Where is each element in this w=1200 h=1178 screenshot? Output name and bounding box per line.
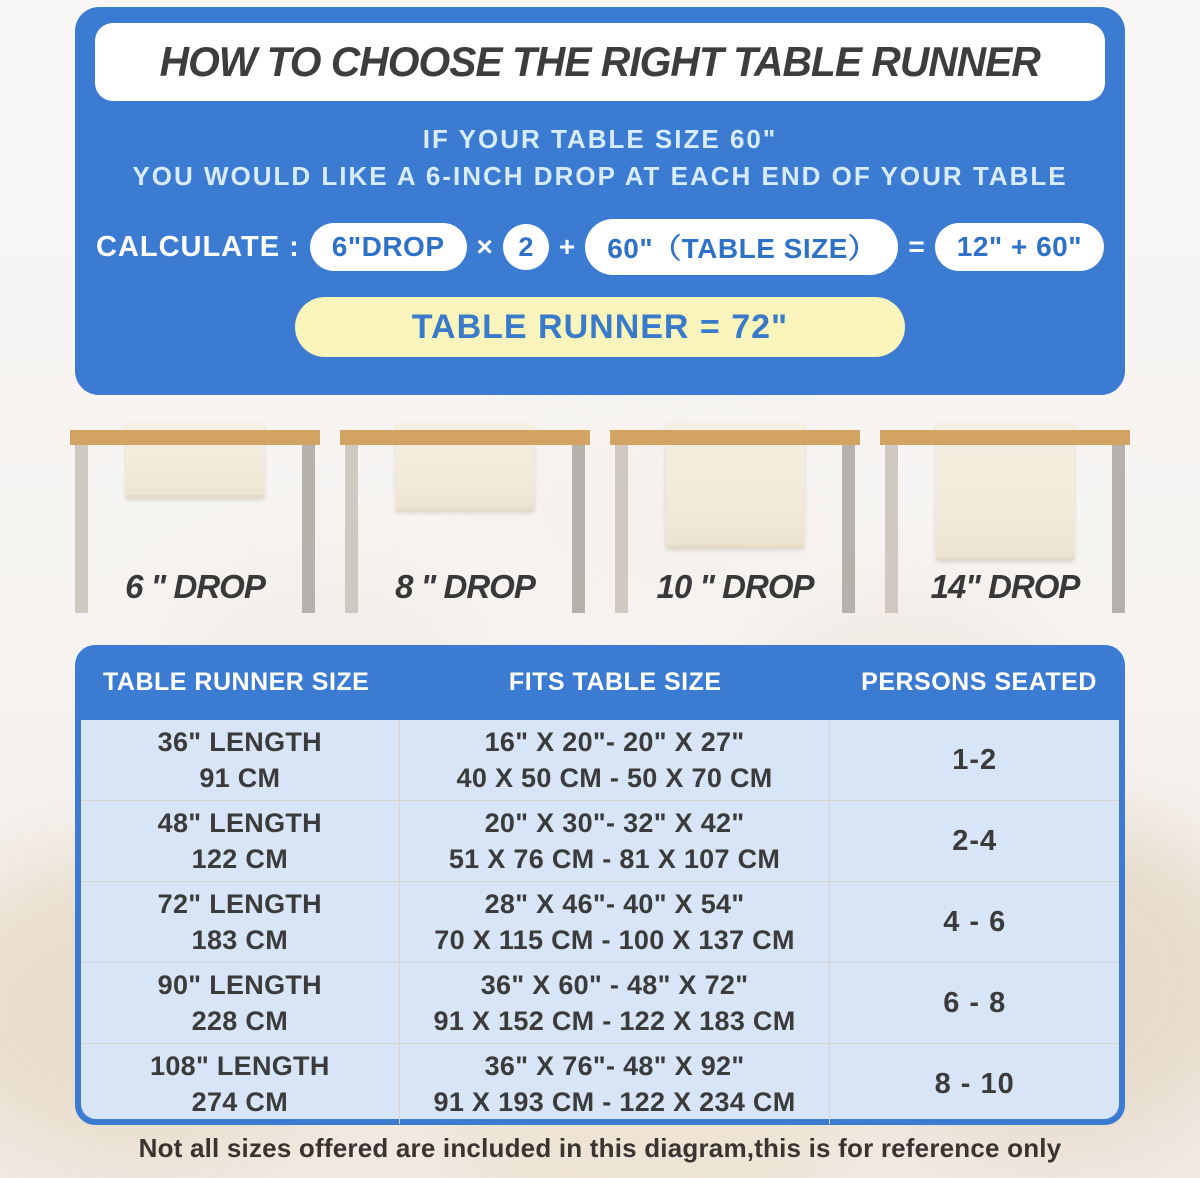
runner-size-cm: 122 CM <box>191 844 288 874</box>
table-row-cell-persons <box>830 800 1119 881</box>
calculate-label: CALCULATE : <box>95 230 300 263</box>
table-row-cell-fits-size <box>400 881 831 962</box>
multiply-sign: × <box>476 231 493 262</box>
table-illustration-10-drop <box>610 418 860 630</box>
table-row-cell-fits-size <box>400 800 831 881</box>
result-banner: TABLE RUNNER = 72" <box>295 297 905 357</box>
drop-label: 6 " DROP <box>125 568 265 605</box>
table-row-cell-runner-size <box>81 881 400 962</box>
fits-size-inches: 20" X 30"- 32" X 42" <box>484 808 745 838</box>
table-row-cell-fits-size <box>400 1043 831 1124</box>
fits-size-cm: 91 X 193 CM - 122 X 234 CM <box>433 1087 796 1117</box>
fits-size-inches: 16" X 20"- 20" X 27" <box>484 727 745 757</box>
runner-size-cm: 183 CM <box>191 925 288 955</box>
table-row-cell-runner-size <box>81 962 400 1043</box>
drop-label: 10 " DROP <box>656 568 814 605</box>
tabletop-graphic <box>610 430 860 445</box>
runner-size-inches: 48" LENGTH <box>157 808 322 838</box>
calculation-formula <box>75 219 1125 275</box>
persons-seated-value: 1-2 <box>952 743 998 776</box>
header-panel <box>75 7 1125 395</box>
table-illustration-14-drop <box>880 418 1130 630</box>
column-header-persons-seated: PERSONS SEATED <box>861 668 1097 696</box>
subtitle <box>75 121 1125 195</box>
size-table-body <box>81 720 1119 1119</box>
persons-seated-value: 2-4 <box>952 824 998 857</box>
table-row-cell-runner-size <box>81 800 400 881</box>
table-row-cell-runner-size <box>81 720 400 800</box>
fits-size-cm: 70 X 115 CM - 100 X 137 CM <box>434 925 795 955</box>
runner-size-cm: 228 CM <box>191 1006 288 1036</box>
table-row-cell-runner-size <box>81 1043 400 1124</box>
page-title: HOW TO CHOOSE THE RIGHT TABLE RUNNER <box>159 38 1041 85</box>
tabletop-graphic <box>880 430 1130 445</box>
fits-size-cm: 40 X 50 CM - 50 X 70 CM <box>456 763 773 793</box>
runner-size-inches: 90" LENGTH <box>157 970 322 1000</box>
persons-seated-value: 6 - 8 <box>943 986 1007 1019</box>
runner-size-inches: 72" LENGTH <box>157 889 322 919</box>
persons-seated-value: 8 - 10 <box>934 1067 1015 1100</box>
fits-size-inches: 28" X 46"- 40" X 54" <box>484 889 745 919</box>
drop-illustrations <box>70 418 1130 630</box>
tabletop-graphic <box>70 430 320 445</box>
runner-size-inches: 36" LENGTH <box>157 727 322 757</box>
title-banner <box>95 23 1105 101</box>
table-size-pill: 60"（TABLE SIZE） <box>585 219 898 275</box>
table-row-cell-fits-size <box>400 962 831 1043</box>
multiplier-badge: 2 <box>503 224 549 270</box>
table-illustration-6-drop <box>70 418 320 630</box>
runner-size-cm: 274 CM <box>191 1087 288 1117</box>
drop-value-pill: 6"DROP <box>310 223 467 271</box>
drop-label: 14" DROP <box>930 568 1080 605</box>
fits-size-inches: 36" X 60" - 48" X 72" <box>480 970 749 1000</box>
fits-size-cm: 91 X 152 CM - 122 X 183 CM <box>433 1006 796 1036</box>
sum-pill: 12" + 60" <box>935 223 1104 271</box>
persons-seated-value: 4 - 6 <box>943 905 1007 938</box>
table-row-cell-persons <box>830 720 1119 800</box>
table-row-cell-persons <box>830 1043 1119 1124</box>
drop-label: 8 " DROP <box>395 568 535 605</box>
table-row-cell-fits-size <box>400 720 831 800</box>
fits-size-inches: 36" X 76"- 48" X 92" <box>484 1051 745 1081</box>
plus-sign: + <box>558 231 576 262</box>
equals-sign: = <box>908 231 925 262</box>
subtitle-line-1: IF YOUR TABLE SIZE 60" <box>422 124 778 154</box>
subtitle-line-2: YOU WOULD LIKE A 6-INCH DROP AT EACH END OF YOUR TABLE <box>132 161 1068 191</box>
column-header-fits-table-size: FITS TABLE SIZE <box>508 668 722 696</box>
runner-size-inches: 108" LENGTH <box>150 1051 330 1081</box>
runner-size-cm: 91 CM <box>199 763 281 793</box>
fits-size-cm: 51 X 76 CM - 81 X 107 CM <box>448 844 781 874</box>
tabletop-graphic <box>340 430 590 445</box>
column-header-runner-size: TABLE RUNNER SIZE <box>102 668 370 696</box>
reference-disclaimer: Not all sizes offered are included in this diagram,this is for reference only <box>138 1133 1062 1163</box>
table-illustration-8-drop <box>340 418 590 630</box>
size-table-header <box>75 645 1125 720</box>
size-table-panel <box>75 645 1125 1125</box>
table-row-cell-persons <box>830 962 1119 1043</box>
table-row-cell-persons <box>830 881 1119 962</box>
